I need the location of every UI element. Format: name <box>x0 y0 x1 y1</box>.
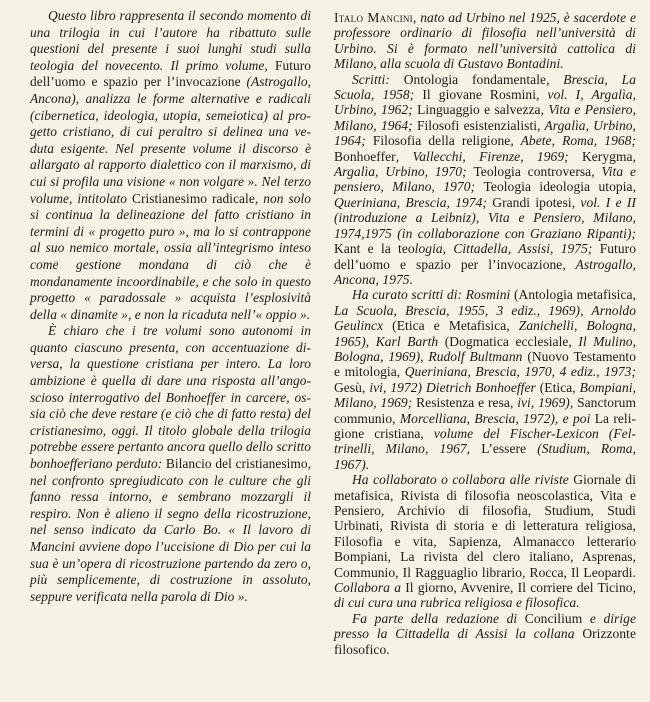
italic-text-run: , Vita e Pensiero, Milano, 1964; <box>334 102 637 133</box>
italic-text-run: , Vallecchi, Firenze, 1969; <box>395 148 582 164</box>
italic-text-run: , Queriniana, Brescia, 1974; <box>334 179 636 210</box>
title-text-run: Bilancio del cristianesimo <box>165 456 308 472</box>
title-text-run: Kerygma <box>581 148 633 164</box>
title-text-run: Futuro dell’uomo e spazio per l’invocazione <box>30 57 311 90</box>
italic-text-run: , Argalìa, Urbino, 1964; <box>334 117 636 149</box>
italic-text-run: , Brescia, La Scuola, 1958; <box>334 71 636 103</box>
italic-text-run: Queriniana, Brescia, 1970, 4 ediz., 1973; <box>404 364 636 380</box>
left-column-synopsis <box>30 8 311 605</box>
title-text-run: Resistenza e resa, <box>416 395 518 411</box>
title-text-run: (Etica e Metafisica, <box>392 318 519 334</box>
title-text-run: (Dogmatica ecclesiale, <box>444 333 579 349</box>
italic-text-run: di cui cura una rubrica religiosa e filosofica. <box>334 595 580 611</box>
title-text-run: La religione cristiana, <box>334 410 637 441</box>
italic-text-run: Il Mulino, Bologna, 1969), Rudolf Bultmann <box>334 333 636 364</box>
italic-text-run: ivi, 1972) Dietrich Bonhoeffer <box>369 379 540 395</box>
title-text-run: Filosofi esistenzialisti <box>416 117 538 133</box>
synopsis-paragraph <box>30 323 311 605</box>
title-text-run: (Antologia metafisica, <box>513 287 636 303</box>
title-text-run: Linguaggio e salvezza <box>417 102 541 118</box>
synopsis-paragraph <box>30 8 311 323</box>
title-text-run: Sanctorum communio, <box>334 395 637 426</box>
italic-text-run: (Astrogallo, Ancona), analizza le forme alternative e radicali (cibernetica, ideologia, utopia, semeiotica) al progetto cristiano, di cui peraltro si delinea una veduta esigente. Nel presente volume il discorso è allargato al rapporto dialettico con il marxismo, di cui si profila una visione « non volgare ». Nel terzo volume, intitolato <box>30 74 311 206</box>
italic-text-run: , non solo si continua la delineazione del fatto cristiano in termini di « progetto puro », ma lo si contrappone al suo nemico mortale, ossia all’integrismo inteso come gestione mondana di ciò che è mondanamente incoordinabile, e che solo in questo progetto « paradossale » acquista l’esplosività della « dinamite », e non la ricaduta nell’« oppio ». <box>30 190 312 322</box>
bio-paragraph-works <box>334 72 636 288</box>
italic-text-run: Ha collaborato o collabora alle riviste <box>352 472 574 488</box>
italic-text-run: e dirige presso la Cittadella di Assisi la collana <box>334 610 636 642</box>
title-text-run: Teologia controversa <box>473 164 592 180</box>
italic-text-run: , vol. I e II (introduzione a Leibniz), Vita e Pensiero, Milano, 1974,1975 (in collaborazione con Graziano Ripanti); <box>334 194 636 241</box>
title-text-run: Gesù, <box>334 379 370 395</box>
italic-text-run: Bompiani, Milano, 1969; <box>334 379 636 411</box>
author-name: Italo Mancini <box>334 10 413 25</box>
italic-text-run: Fa parte della redazione di <box>352 610 525 626</box>
italic-text-run: , vol. I, Argalìa, Urbino, 1962; <box>334 87 636 118</box>
bio-paragraph-edited <box>334 287 636 472</box>
italic-text-run: , nato ad Urbino nel 1925, è sacerdote e professore ordinario di filosofia nell’università di Urbino. Si è formato nell’università cattolica di Milano, alla scuola di Gustavo Bontadini. <box>334 10 637 72</box>
title-text-run: Teologia ideologia utopia <box>483 179 633 195</box>
italic-text-run: volume del Fischer-Lexicon (Feltrinelli, Milano, 1967, <box>334 425 636 457</box>
title-text-run: Filosofia della religione <box>372 133 511 149</box>
title-text-run: Concilium <box>524 610 590 626</box>
italic-text-run: , Vita e pensiero, Milano, 1970; <box>334 164 637 195</box>
title-text-run: Giornale di metafisica, Rivista di filosofia neoscolastica, Vita e Pensiero, Archivio di filosofia, Studium, Studi Urbinati, Rivista di storia e di letteratura religiosa, Filosofia e vita, Sapienza, Almanacco letterario Bompiani, La rivista del clero italiano, Asprenas, Communio, Il Ragguaglio librario, Rocca, Il Leopardi. <box>334 472 637 580</box>
italic-text-run: Scritti: <box>352 71 404 87</box>
title-text-run: Bonhoeffer <box>334 148 396 164</box>
title-text-run: Orizzonte filosofico. <box>334 626 636 657</box>
title-text-run: Il giovane Rosmini <box>422 87 537 103</box>
italic-text-run: Zanichelli, Bologna, 1965), Karl Barth <box>334 318 636 349</box>
italic-text-run: , Abete, Roma, 1968; <box>510 133 637 149</box>
italic-text-run: ivi, 1969), <box>517 395 578 411</box>
italic-text-run: , Astrogallo, Ancona, 1975. <box>334 256 636 287</box>
italic-text-run: (Studium, Roma, 1967). <box>334 441 636 472</box>
title-text-run: Il giorno, Avvenire, Il corriere del Ticino, <box>405 580 636 596</box>
italic-text-run: Ha curato scritti di: Rosmini <box>352 287 514 303</box>
italic-text-run: Collabora a <box>334 580 406 596</box>
italic-text-run: Morcelliana, Brescia, 1972), e poi <box>399 410 595 426</box>
title-text-run: Futuro dell’uomo e spazio per l’invocazione <box>334 241 636 272</box>
bio-paragraph-editorial <box>334 611 636 657</box>
right-column-author-bio <box>334 10 636 657</box>
bio-paragraph-journals <box>334 472 636 611</box>
title-text-run: Cristianesimo radicale <box>132 190 255 206</box>
italic-text-run: Questo libro rappresenta il secondo momento di una trilogia in cui l’autore ha ribattuto sulle questioni del presente i suoi lunghi studi sulla teologia del novecento. Il primo volume, <box>30 8 311 73</box>
title-text-run: Kant e la teo <box>334 241 415 257</box>
italic-text-run: logia, Cittadella, Assisi, 1975; <box>414 241 600 257</box>
italic-text-run: , Argalìa, Urbino, 1970; <box>334 148 636 180</box>
title-text-run: (Etica, <box>539 379 580 395</box>
italic-text-run: , nel confronto spregiudicato con le culture che gli fanno ressa intorno, e sembrano mozzargli il respiro. Non è alieno il segno della ricostruzione, nel senso indicato da Carlo Bo. « Il lavoro di Mancini avviene dopo l’uccisione di Dio per cui la sua è un’opera di ricostruzione partendo da zero o, più semplicemente, di costruzione in assoluto, seppure verificata nella parola di Dio ». <box>30 456 311 604</box>
title-text-run: L’essere <box>481 441 538 457</box>
italic-text-run: La Scuola, Brescia, 1955, 3 ediz., 1969), Arnoldo Geulincx <box>334 302 636 334</box>
title-text-run: (Nuovo Testamento e mitologia, <box>334 348 637 380</box>
bio-paragraph-bio <box>334 10 636 72</box>
title-text-run: Ontologia fondamentale <box>403 71 547 87</box>
title-text-run: Grandi ipotesi <box>492 194 572 210</box>
italic-text-run: È chiaro che i tre volumi sono autonomi in quanto ciascuno presenta, con accentuazione diversa, la questione cristiana per intero. La loro ambizione è quella di dare una risposta all’angoscioso interrogativo del Bonhoeffer in carcere, ossia ciò che deve restare (e ciò che di fatto resta) del cristianesimo, oggi. Il titolo globale della trilogia potrebbe essere pertanto ancora quello dello scritto bonhoefferiano perduto: <box>30 323 311 472</box>
